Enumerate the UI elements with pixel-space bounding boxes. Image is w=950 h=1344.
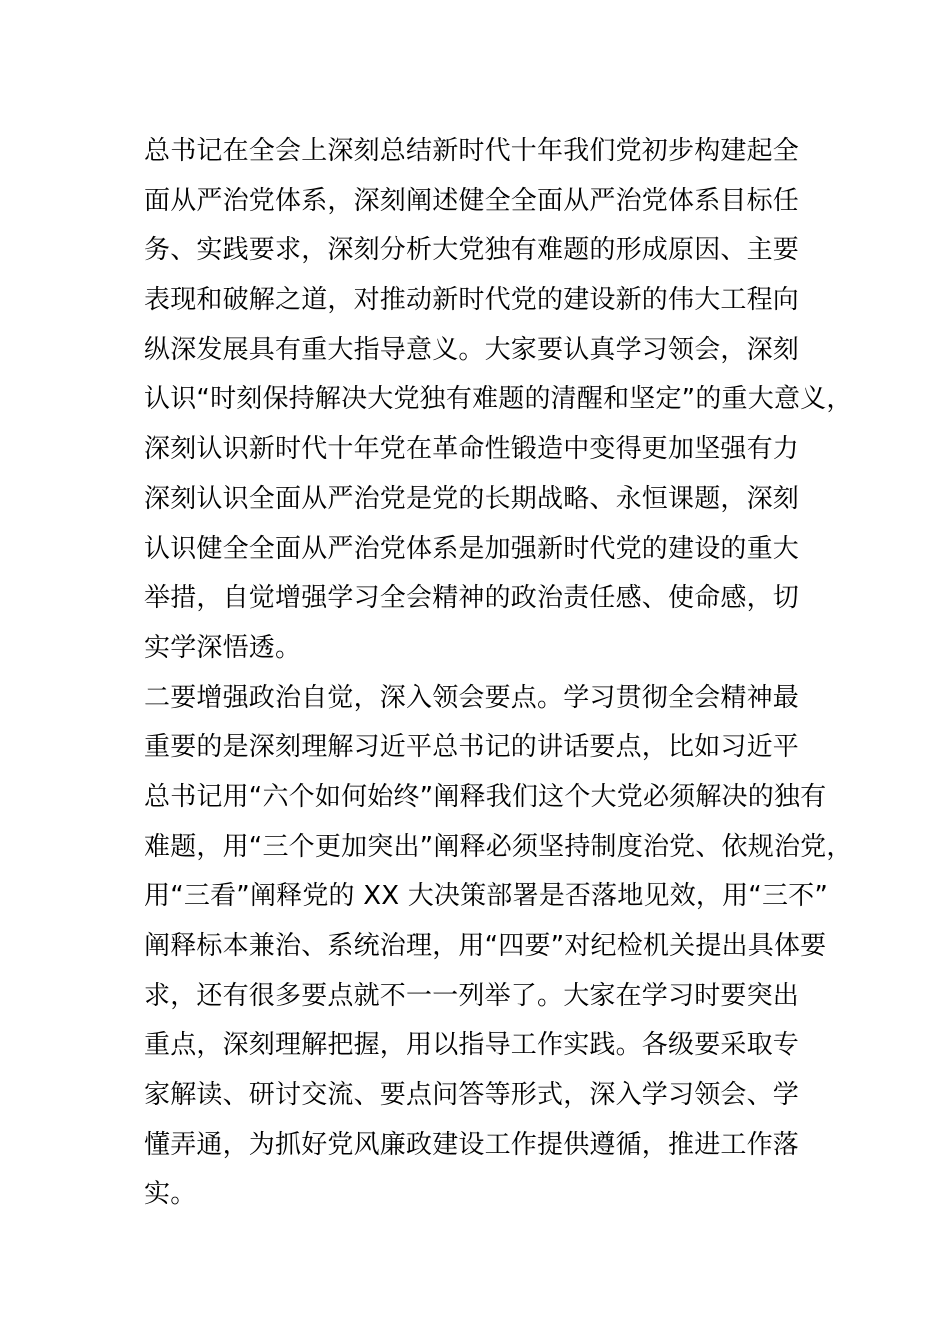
text-line: 举措，自觉增强学习全会精神的政治责任感、使命感，切 [144, 583, 800, 614]
text-line: 表现和破解之道，对推动新时代党的建设新的伟大工程向 [144, 285, 800, 316]
body-text [144, 127, 853, 1220]
text-line: 认识健全全面从严治党体系是加强新时代党的建设的重大 [144, 533, 800, 564]
text-line: 家解读、研讨交流、要点问答等形式，深入学习领会、学 [144, 1080, 800, 1111]
text-line: 总书记用“六个如何始终”阐释我们这个大党必须解决的独有 [144, 781, 827, 812]
text-line: 实学深悟透。 [144, 632, 302, 663]
text-line: 面从严治党体系，深刻阐述健全全面从严治党体系目标任 [144, 185, 800, 216]
text-line: 纵深发展具有重大指导意义。大家要认真学习领会，深刻 [144, 334, 800, 365]
text-line: 重要的是深刻理解习近平总书记的讲话要点，比如习近平 [144, 732, 800, 763]
text-line: 懂弄通，为抓好党风廉政建设工作提供遵循，推进工作落 [144, 1129, 800, 1160]
text-line: 重点，深刻理解把握，用以指导工作实践。各级要采取专 [144, 1030, 800, 1061]
text-line: 深刻认识全面从严治党是党的长期战略、永恒课题，深刻 [144, 483, 800, 514]
text-line: 实。 [144, 1179, 197, 1210]
text-line: 认识“时刻保持解决大党独有难题的清醒和坚定”的重大意义， [144, 384, 853, 415]
text-line: 难题，用“三个更加突出”阐释必须坚持制度治党、依规治党， [144, 831, 853, 862]
text-line: 阐释标本兼治、系统治理，用“四要”对纪检机关提出具体要 [144, 931, 827, 961]
text-line: 深刻认识新时代十年党在革命性锻造中变得更加坚强有力 [144, 434, 800, 465]
text-line: 用“三看”阐释党的 XX 大决策部署是否落地见效，用“三不” [144, 881, 829, 912]
text-line: 务、实践要求，深刻分析大党独有难题的形成原因、主要 [144, 235, 800, 266]
text-line: 总书记在全会上深刻总结新时代十年我们党初步构建起全 [144, 136, 800, 166]
text-line: 求，还有很多要点就不一一列举了。大家在学习时要突出 [144, 980, 800, 1011]
text-line: 二要增强政治自觉，深入领会要点。学习贯彻全会精神最 [144, 682, 800, 713]
